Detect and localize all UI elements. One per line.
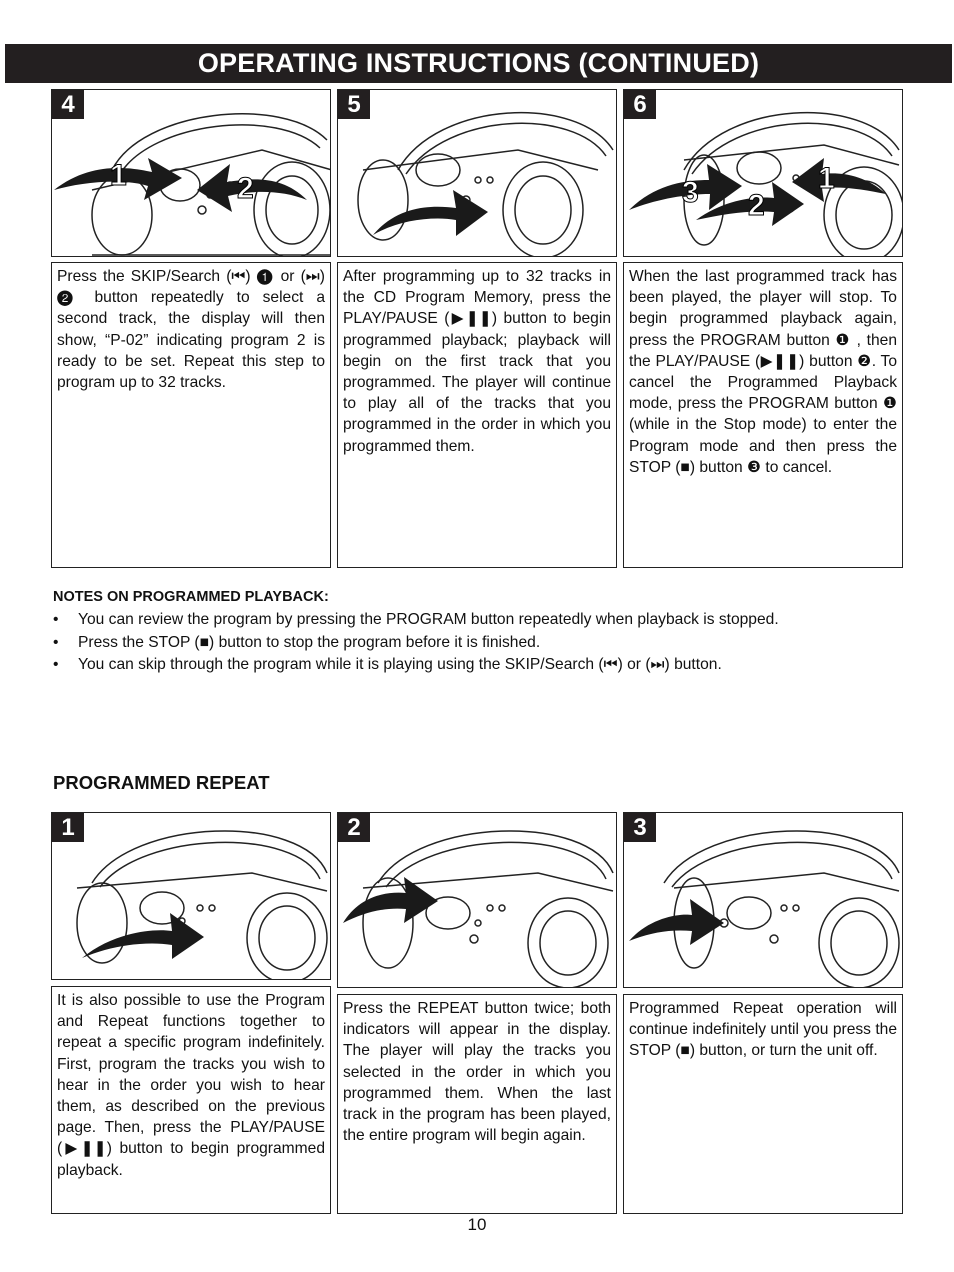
- step-6-instructions: When the last programmed track has been played, the player will stop. To begin programmed playback again, press the PROGRAM button ❶ , then the PLAY/PAUSE (▶❚❚) button ❷. To cancel the Programmed Playback mode, press the PROGRAM button ❶ (while in the Stop mode) to enter the Program mode and then press the STOP (■) button ❸ to cancel.: [623, 262, 903, 568]
- notes-list: [53, 609, 779, 677]
- callout-number: 1: [818, 162, 835, 195]
- notes-heading: NOTES ON PROGRAMMED PLAYBACK:: [53, 589, 329, 605]
- callout-number: 2: [748, 189, 765, 222]
- step-5-instructions: After programming up to 32 tracks in the CD Program Memory, press the PLAY/PAUSE (▶❚❚) button to begin programmed playback; playback will begin on the first track that you programmed. The player will continue to play all of the tracks that you programmed in the order in which you programmed them.: [337, 262, 617, 568]
- boombox-illustration: [52, 90, 331, 257]
- bullet: •: [53, 611, 59, 628]
- callout-number: 1: [110, 159, 127, 192]
- note-text: You can skip through the program while it is playing using the SKIP/Search (⏮) or (⏭) button.: [78, 656, 722, 673]
- callout-number: 3: [682, 176, 699, 209]
- step-number-badge: 4: [52, 90, 84, 119]
- illustration-step-6: [623, 89, 903, 257]
- repeat-step-3-instructions: Programmed Repeat operation will continue indefinitely until you press the STOP (■) button, or turn the unit off.: [623, 994, 903, 1214]
- illustration-repeat-step-1: [51, 812, 331, 980]
- bullet: •: [53, 633, 59, 651]
- illustration-step-4: [51, 89, 331, 257]
- step-number-badge: 6: [624, 90, 656, 119]
- repeat-step-1-instructions: It is also possible to use the Program and Repeat functions together to repeat a specific program indefinitely. First, program the tracks you wish to hear in the order you wish to hear them, as described on the previous page. Then, press the PLAY/PAUSE (▶❚❚) button to begin programmed playback.: [51, 986, 331, 1214]
- notes-list-item: [53, 632, 779, 655]
- notes-list-item: [53, 609, 779, 632]
- note-text: Press the STOP (■) button to stop the program before it is finished.: [78, 633, 541, 651]
- repeat-step-2-instructions: Press the REPEAT button twice; both indicators will appear in the display. The player will play the tracks you selected in the order in which you programmed them. When the last track in the program has been played, the entire program will begin again.: [337, 994, 617, 1214]
- boombox-illustration: [52, 813, 331, 980]
- callout-number: 2: [237, 172, 254, 205]
- note-text: You can review the program by pressing the PROGRAM button repeatedly when playback is stopped.: [78, 611, 779, 628]
- step-4-instructions: Press the SKIP/Search (⏮) ❶ or (⏭) ❷ button repeatedly to select a second track, the display will then show, “P-02” indicating program 2 is ready to be set. Repeat this step to program up to 32 tracks.: [51, 262, 331, 568]
- page-number: 10: [467, 1215, 487, 1234]
- step-number-badge: 1: [52, 813, 84, 842]
- step-number-badge: 5: [338, 90, 370, 119]
- notes-list-item: [53, 654, 779, 677]
- boombox-illustration: [624, 90, 903, 257]
- illustration-step-5: [337, 89, 617, 257]
- boombox-illustration: [338, 90, 617, 257]
- page-title-banner: [5, 44, 952, 83]
- boombox-illustration: [338, 813, 617, 988]
- bullet: •: [53, 656, 59, 673]
- illustration-repeat-step-3: [623, 812, 903, 988]
- boombox-illustration: [624, 813, 903, 988]
- step-number-badge: 2: [338, 813, 370, 842]
- page-title: OPERATING INSTRUCTIONS (CONTINUED): [197, 48, 760, 78]
- illustration-repeat-step-2: [337, 812, 617, 988]
- step-number-badge: 3: [624, 813, 656, 842]
- section-heading: PROGRAMMED REPEAT: [53, 772, 270, 793]
